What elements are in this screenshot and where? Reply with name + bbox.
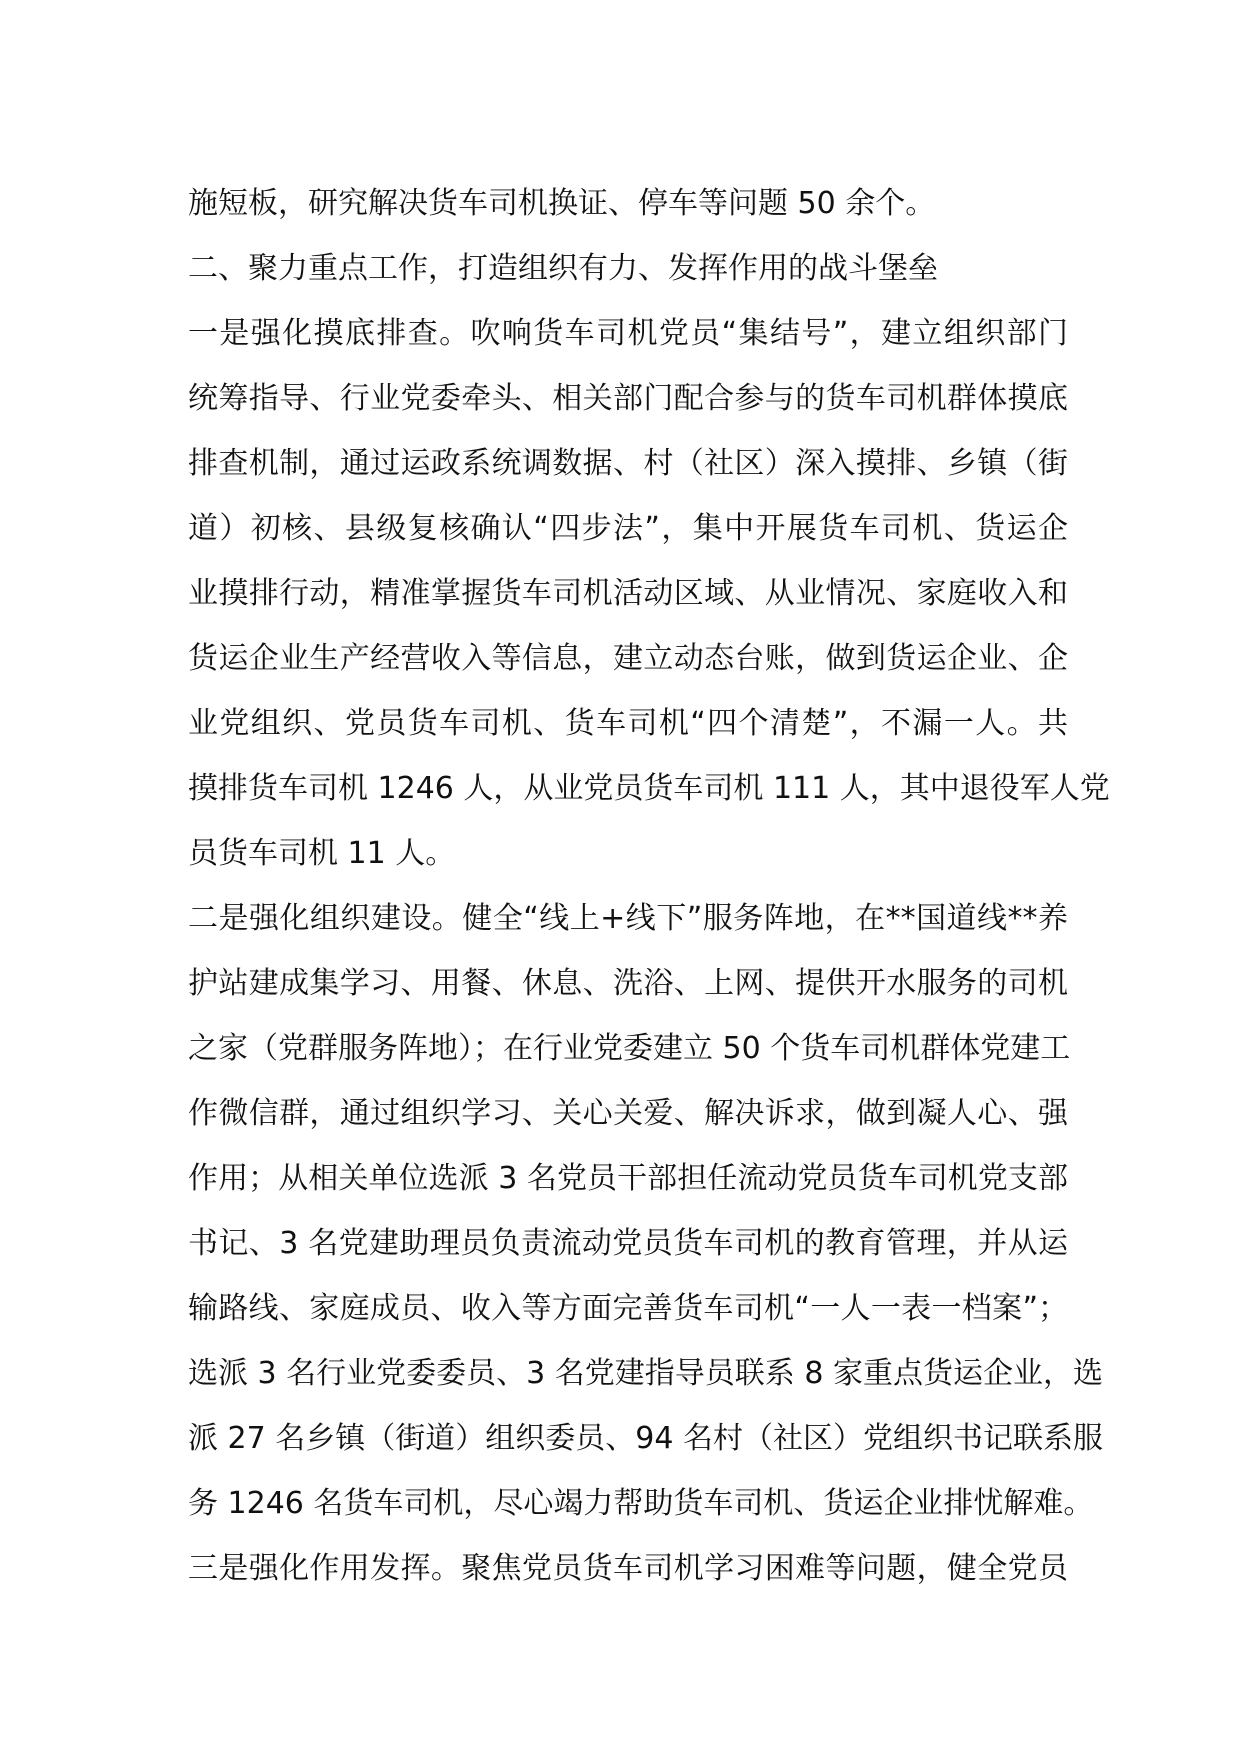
text-line: 二、聚力重点工作，打造组织有力、发挥作用的战斗堡垒 — [188, 251, 938, 286]
text-line: 之家（党群服务阵地）；在行业党委建立 50 个货车司机群体党建工 — [188, 1031, 1071, 1066]
text-line: 业党组织、党员货车司机、货车司机“四个清楚”，不漏一人。共 — [188, 706, 1068, 741]
text-line: 作用；从相关单位选派 3 名党员干部担任流动党员货车司机党支部 — [188, 1161, 1068, 1196]
text-line: 摸排货车司机 1246 人，从业党员货车司机 111 人，其中退役军人党 — [188, 771, 1110, 806]
text-line: 务 1246 名货车司机，尽心竭力帮助货车司机、货运企业排忧解难。 — [188, 1486, 1094, 1521]
text-line: 货运企业生产经营收入等信息，建立动态台账，做到货运企业、企 — [188, 641, 1068, 676]
text-line: 道）初核、县级复核确认“四步法”，集中开展货车司机、货运企 — [188, 511, 1068, 546]
text-line: 三是强化作用发挥。聚焦党员货车司机学习困难等问题，健全党员 — [188, 1551, 1068, 1586]
text-line: 员货车司机 11 人。 — [188, 836, 456, 871]
text-line: 输路线、家庭成员、收入等方面完善货车司机“一人一表一档案”； — [188, 1291, 1068, 1326]
text-line: 施短板，研究解决货车司机换证、停车等问题 50 余个。 — [188, 186, 936, 221]
text-line: 二是强化组织建设。健全“线上+线下”服务阵地，在**国道线**养 — [188, 901, 1068, 936]
document-body — [188, 171, 1110, 1601]
text-line: 排查机制，通过运政系统调数据、村（社区）深入摸排、乡镇（街 — [188, 446, 1068, 481]
text-line: 派 27 名乡镇（街道）组织委员、94 名村（社区）党组织书记联系服 — [188, 1421, 1103, 1456]
text-line: 统筹指导、行业党委牵头、相关部门配合参与的货车司机群体摸底 — [188, 381, 1068, 416]
text-line: 一是强化摸底排查。吹响货车司机党员“集结号”，建立组织部门 — [188, 316, 1068, 351]
text-line: 书记、3 名党建助理员负责流动党员货车司机的教育管理，并从运 — [188, 1226, 1068, 1261]
text-line: 护站建成集学习、用餐、休息、洗浴、上网、提供开水服务的司机 — [188, 966, 1068, 1001]
text-line: 作微信群，通过组织学习、关心关爱、解决诉求，做到凝人心、强 — [188, 1096, 1068, 1131]
text-line: 选派 3 名行业党委委员、3 名党建指导员联系 8 家重点货运企业，选 — [188, 1356, 1103, 1391]
text-line: 业摸排行动，精准掌握货车司机活动区域、从业情况、家庭收入和 — [188, 576, 1068, 611]
